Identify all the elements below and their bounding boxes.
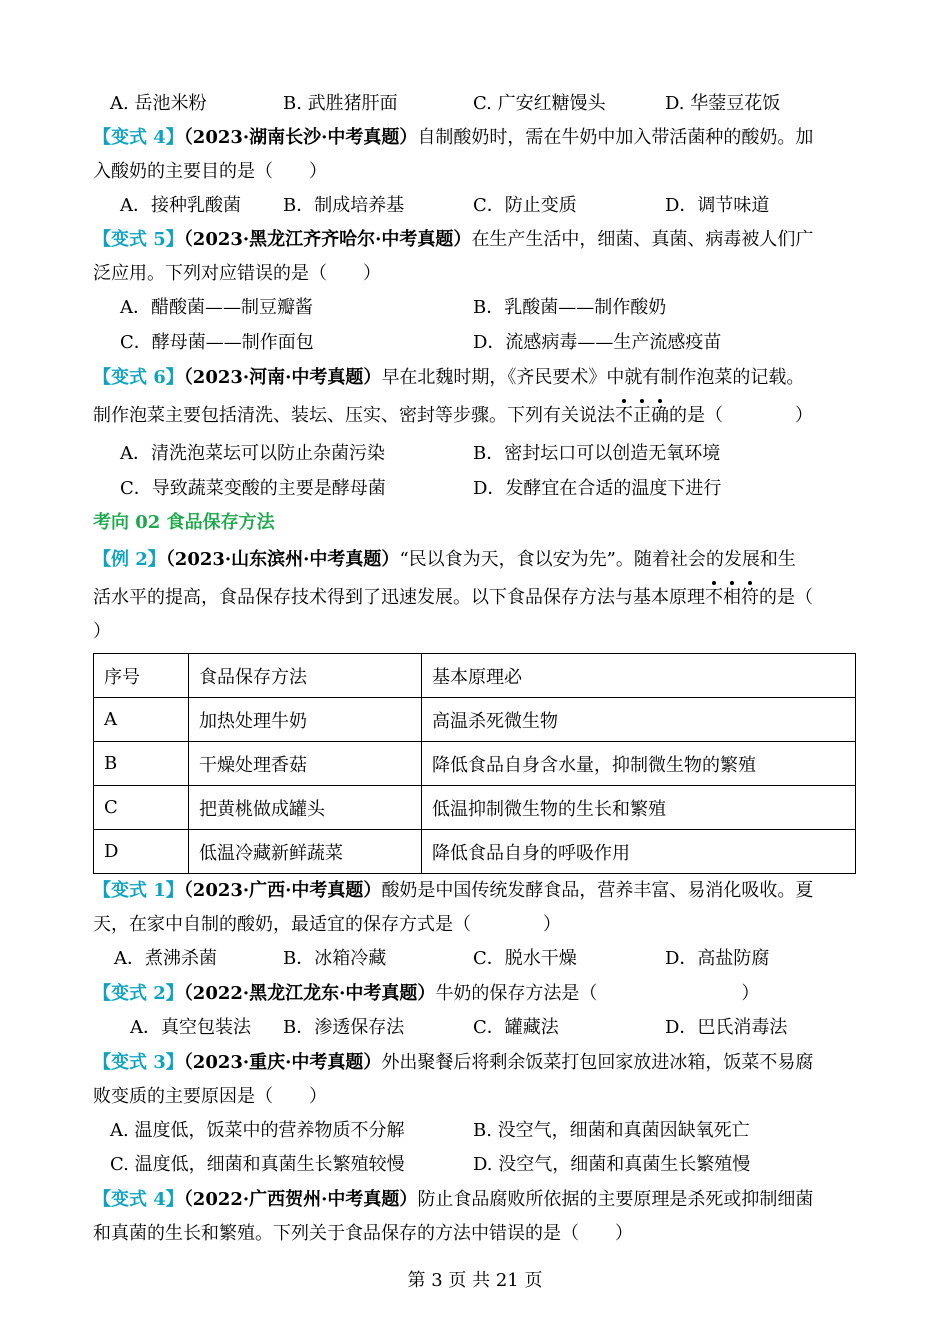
table-cell: 降低食品自身的呼吸作用	[422, 830, 856, 874]
option-a: A. 岳池米粉	[110, 93, 207, 114]
question-stem	[93, 1188, 813, 1212]
table-header-cell: 基本原理必	[422, 654, 856, 698]
question-tag: 【变式 4】	[93, 1189, 184, 1210]
option-a: A．真空包装法	[130, 1017, 251, 1038]
question-text: 外出聚餐后将剩余饭菜打包回家放进冰箱，饭菜不易腐	[381, 1052, 814, 1073]
table-cell: 高温杀死微生物	[422, 698, 856, 742]
food-preservation-table	[93, 653, 856, 874]
option-a: A. 温度低，饭菜中的营养物质不分解	[110, 1120, 405, 1141]
option-d: D．流感病毒——生产流感疫苗	[473, 332, 722, 353]
question-source: （2023·黑龙江齐齐哈尔·中考真题）	[183, 229, 472, 250]
table-row	[94, 786, 856, 830]
question-text: 自制酸奶时，需在牛奶中加入带活菌种的酸奶。加	[417, 127, 814, 148]
question-text: 防止食品腐败所依据的主要原理是杀死或抑制细菌	[417, 1189, 814, 1210]
question-text	[93, 404, 813, 428]
table-cell: 加热处理牛奶	[189, 698, 422, 742]
option-d: D. 华蓥豆花饭	[665, 93, 781, 114]
option-b: B．冰箱冷藏	[283, 948, 387, 969]
question-stem	[93, 1051, 813, 1075]
text-part: 的是（ ）	[669, 405, 813, 426]
question-source: （2023·广西·中考真题）	[183, 880, 382, 901]
option-a: A．清洗泡菜坛可以防止杂菌污染	[120, 443, 385, 464]
question-text: 天，在家中自制的酸奶，最适宜的保存方式是（ ）	[93, 914, 561, 935]
option-b: B．渗透保存法	[283, 1017, 405, 1038]
question-tag: 【变式 4】	[93, 127, 184, 148]
question-text: 酸奶是中国传统发酵食品，营养丰富、易消化吸收。夏	[381, 880, 814, 901]
table-cell: A	[94, 698, 189, 742]
emphasis-text: 不相符	[705, 587, 759, 608]
option-b: B. 武胜猪肝面	[283, 93, 398, 114]
table-cell: 把黄桃做成罐头	[189, 786, 422, 830]
question-text: 在生产生活中，细菌、真菌、病毒被人们广	[471, 229, 814, 250]
option-c: C. 温度低，细菌和真菌生长繁殖较慢	[110, 1154, 405, 1175]
question-source: （2022·广西贺州·中考真题）	[183, 1189, 418, 1210]
table-row	[94, 830, 856, 874]
question-tag: 【例 2】	[93, 549, 166, 570]
question-text: 泛应用。下列对应错误的是（ ）	[93, 263, 381, 284]
question-text: 早在北魏时期，《齐民要术》中就有制作泡菜的记载。	[381, 367, 805, 388]
emphasis-text: 不正确	[615, 405, 669, 426]
option-a: A．煮沸杀菌	[114, 948, 217, 969]
table-header-cell: 食品保存方法	[189, 654, 422, 698]
table-cell: C	[94, 786, 189, 830]
question-source: （2023·湖南长沙·中考真题）	[183, 127, 418, 148]
question-tag: 【变式 2】	[93, 983, 184, 1004]
question-text: 和真菌的生长和繁殖。下列关于食品保存的方法中错误的是（ ）	[93, 1223, 633, 1244]
question-tag: 【变式 3】	[93, 1052, 184, 1073]
table-row	[94, 742, 856, 786]
table-row	[94, 698, 856, 742]
table-header-cell: 序号	[94, 654, 189, 698]
option-c: C．罐藏法	[473, 1017, 559, 1038]
option-d: D．发酵宜在合适的温度下进行	[473, 478, 722, 499]
question-tag: 【变式 5】	[93, 229, 184, 250]
option-c: C．酵母菌——制作面包	[120, 332, 314, 353]
page-footer: 第 3 页 共 21 页	[407, 1270, 543, 1291]
question-tag: 【变式 1】	[93, 880, 184, 901]
option-c: C. 广安红糖馒头	[473, 93, 606, 114]
option-d: D．巴氏消毒法	[665, 1017, 788, 1038]
question-stem	[93, 126, 813, 150]
question-text: “民以食为天，食以安为先”。随着社会的发展和生	[399, 549, 796, 570]
question-source: （2023·重庆·中考真题）	[183, 1052, 382, 1073]
option-d: D．高盐防腐	[665, 948, 770, 969]
table-cell: 低温抑制微生物的生长和繁殖	[422, 786, 856, 830]
table-cell: D	[94, 830, 189, 874]
question-text: 入酸奶的主要目的是（ ）	[93, 161, 327, 182]
option-b: B．制成培养基	[283, 195, 405, 216]
question-text: 败变质的主要原因是（ ）	[93, 1086, 327, 1107]
question-tag: 【变式 6】	[93, 367, 184, 388]
question-stem	[93, 228, 813, 252]
question-source: （2023·山东滨州·中考真题）	[165, 549, 400, 570]
question-source: （2022·黑龙江龙东·中考真题）	[183, 983, 436, 1004]
table-cell: 降低食品自身含水量，抑制微生物的繁殖	[422, 742, 856, 786]
question-stem	[93, 366, 804, 390]
option-c: C．脱水干燥	[473, 948, 577, 969]
table-cell: 干燥处理香菇	[189, 742, 422, 786]
text-part: 活水平的提高，食品保存技术得到了迅速发展。以下食品保存方法与基本原理	[93, 587, 705, 608]
table-cell: B	[94, 742, 189, 786]
question-text: 牛奶的保存方法是（ ）	[435, 983, 760, 1004]
option-b: B．密封坛口可以创造无氧环境	[473, 443, 721, 464]
option-d: D．调节味道	[665, 195, 770, 216]
option-a: A．接种乳酸菌	[120, 195, 241, 216]
table-header-row	[94, 654, 856, 698]
option-b: B. 没空气，细菌和真菌因缺氧死亡	[473, 1120, 750, 1141]
section-heading: 考向 02 食品保存方法	[93, 512, 275, 533]
option-c: C．防止变质	[473, 195, 577, 216]
question-stem	[93, 982, 759, 1006]
option-d: D. 没空气，细菌和真菌生长繁殖慢	[473, 1154, 751, 1175]
question-source: （2023·河南·中考真题）	[183, 367, 382, 388]
text-part: 制作泡菜主要包括清洗、装坛、压实、密封等步骤。下列有关说法	[93, 405, 615, 426]
text-part: 的是（	[759, 587, 813, 608]
question-stem	[93, 879, 813, 903]
question-text	[93, 586, 813, 610]
option-c: C．导致蔬菜变酸的主要是酵母菌	[120, 478, 386, 499]
option-b: B．乳酸菌——制作酸奶	[473, 297, 667, 318]
table-cell: 低温冷藏新鲜蔬菜	[189, 830, 422, 874]
question-stem	[93, 548, 796, 572]
option-a: A．醋酸菌——制豆瓣酱	[120, 297, 313, 318]
question-text: ）	[93, 621, 111, 642]
